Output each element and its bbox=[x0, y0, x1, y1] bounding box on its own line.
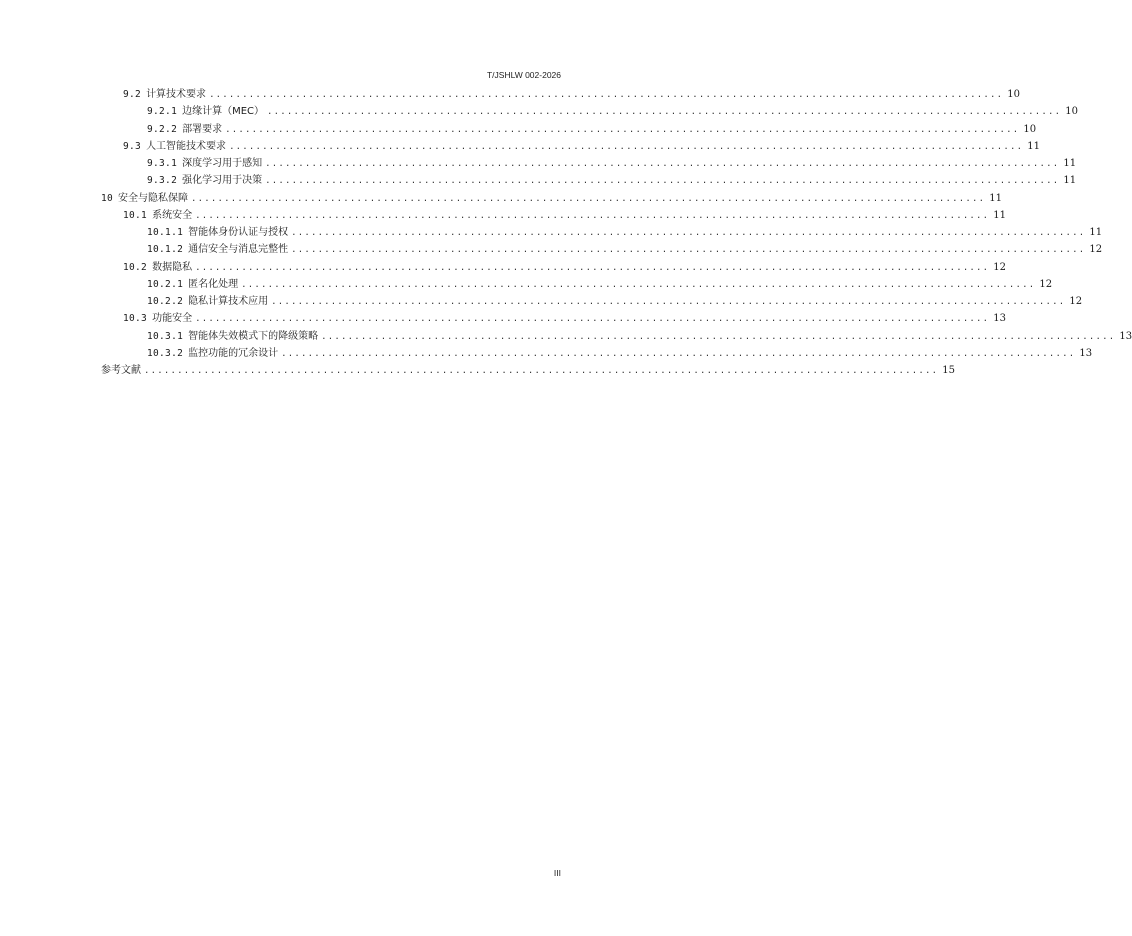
toc-dot-leader: ........................................................................................................................ bbox=[225, 124, 1020, 135]
toc-entry[interactable] bbox=[0, 103, 1078, 120]
toc-entry-page: 10 bbox=[1023, 123, 1037, 135]
toc-entry-page: 12 bbox=[1069, 296, 1083, 307]
toc-entry-title: 边缘计算（MEC） bbox=[182, 106, 265, 118]
toc-entry[interactable] bbox=[0, 207, 1007, 224]
toc-entry-number: 9.3 bbox=[123, 140, 142, 152]
toc-entry-number: 9.2 bbox=[123, 89, 142, 100]
toc-dot-leader: ........................................................................................................................ bbox=[241, 279, 1036, 290]
toc-entry[interactable] bbox=[0, 155, 1077, 172]
toc-entry-title: 计算技术要求 bbox=[146, 89, 207, 100]
toc-entry-page: 10 bbox=[1007, 89, 1021, 100]
toc-entry-title: 强化学习用于决策 bbox=[182, 175, 263, 187]
toc-entry-number: 10.3 bbox=[123, 313, 148, 325]
toc-entry[interactable] bbox=[0, 121, 1037, 138]
toc-entry-title: 智能体失效模式下的降级策略 bbox=[188, 330, 319, 342]
toc-dot-leader: ........................................................................................................................ bbox=[321, 331, 1116, 342]
toc-entry[interactable] bbox=[0, 259, 1007, 276]
toc-entry-number: 10.1.1 bbox=[147, 227, 184, 238]
toc-dot-leader: ........................................................................................................................ bbox=[229, 141, 1024, 152]
toc-entry-number: 10.3.2 bbox=[147, 347, 184, 359]
toc-entry[interactable] bbox=[0, 224, 1103, 241]
toc-entry[interactable] bbox=[0, 190, 1002, 207]
toc-entry-title: 智能体身份认证与授权 bbox=[188, 227, 289, 238]
toc-entry-page: 13 bbox=[1079, 347, 1093, 359]
toc-entry-title: 人工智能技术要求 bbox=[146, 140, 227, 152]
toc-entry[interactable] bbox=[0, 86, 1021, 103]
toc-entry[interactable] bbox=[0, 310, 1007, 327]
toc-entry-number: 10.2.1 bbox=[147, 278, 184, 290]
toc-dot-leader: ........................................................................................................................ bbox=[265, 159, 1060, 169]
toc-entry-title: 部署要求 bbox=[182, 123, 223, 135]
toc-dot-leader: ........................................................................................................................ bbox=[281, 348, 1076, 359]
toc-entry-page: 11 bbox=[993, 209, 1007, 221]
toc-entry-title: 监控功能的冗余设计 bbox=[188, 347, 279, 359]
toc-entry-page: 15 bbox=[942, 365, 955, 376]
page-number: III bbox=[553, 868, 561, 878]
toc-entry-title: 安全与隐私保障 bbox=[118, 192, 189, 204]
document-code: T/JSHLW 002-2026 bbox=[486, 70, 561, 80]
toc-entry-page: 12 bbox=[993, 261, 1007, 273]
toc-dot-leader: ........................................................................................................................ bbox=[144, 366, 939, 376]
toc-entry[interactable] bbox=[0, 241, 1103, 258]
toc-entry-page: 11 bbox=[1063, 175, 1077, 187]
toc-entry[interactable] bbox=[0, 172, 1077, 189]
toc-entry-page: 11 bbox=[1027, 140, 1041, 152]
toc-entry[interactable] bbox=[0, 138, 1041, 155]
toc-entry-number: 10.1 bbox=[123, 209, 148, 221]
toc-entry-title: 功能安全 bbox=[152, 313, 193, 325]
toc-dot-leader: ........................................................................................................................ bbox=[209, 90, 1004, 100]
toc-entry-page: 11 bbox=[1089, 227, 1103, 238]
toc-entry-number: 9.3.2 bbox=[147, 175, 178, 187]
toc-dot-leader: ........................................................................................................................ bbox=[291, 245, 1086, 256]
toc-entry-number: 10 bbox=[101, 192, 114, 204]
toc-entry[interactable] bbox=[0, 345, 1093, 362]
toc-dot-leader: ........................................................................................................................ bbox=[195, 262, 990, 273]
toc-entry-title: 隐私计算技术应用 bbox=[188, 296, 269, 307]
toc-entry[interactable] bbox=[0, 362, 955, 379]
toc-entry-title: 匿名化处理 bbox=[188, 278, 239, 290]
toc-entry[interactable] bbox=[0, 276, 1053, 293]
toc-entry-number: 9.2.2 bbox=[147, 123, 178, 135]
toc-entry-page: 12 bbox=[1039, 278, 1053, 290]
toc-entry-number: 10.1.2 bbox=[147, 244, 184, 256]
toc-entry-number: 9.3.1 bbox=[147, 158, 178, 169]
toc-entry-number: 10.2.2 bbox=[147, 296, 184, 307]
toc-dot-leader: ........................................................................................................................ bbox=[195, 314, 990, 325]
toc-dot-leader: ........................................................................................................................ bbox=[191, 193, 986, 204]
toc-entry-page: 13 bbox=[993, 313, 1007, 325]
toc-entry-title: 参考文献 bbox=[101, 365, 141, 376]
toc-entry-title: 通信安全与消息完整性 bbox=[188, 244, 289, 256]
toc-entry[interactable] bbox=[0, 293, 1083, 310]
toc-dot-leader: ........................................................................................................................ bbox=[271, 297, 1066, 307]
toc-dot-leader: ........................................................................................................................ bbox=[291, 228, 1086, 238]
toc-entry-number: 9.2.1 bbox=[147, 106, 178, 118]
toc-entry-number: 10.3.1 bbox=[147, 330, 184, 342]
toc-dot-leader: ........................................................................................................................ bbox=[265, 176, 1060, 187]
toc-entry-page: 11 bbox=[989, 192, 1002, 204]
toc-entry-title: 数据隐私 bbox=[152, 261, 193, 273]
toc-entry-page: 10 bbox=[1065, 106, 1078, 118]
toc-dot-leader: ........................................................................................................................ bbox=[267, 107, 1062, 118]
toc-entry-title: 深度学习用于感知 bbox=[182, 158, 263, 169]
toc-entry-page: 12 bbox=[1089, 244, 1103, 256]
toc-dot-leader: ........................................................................................................................ bbox=[195, 210, 990, 221]
toc-entry-page: 11 bbox=[1063, 158, 1077, 169]
toc-entry-number: 10.2 bbox=[123, 261, 148, 273]
toc-entry-page: 13 bbox=[1119, 330, 1132, 342]
toc-entry[interactable] bbox=[0, 328, 1132, 345]
toc-entry-title: 系统安全 bbox=[152, 209, 193, 221]
